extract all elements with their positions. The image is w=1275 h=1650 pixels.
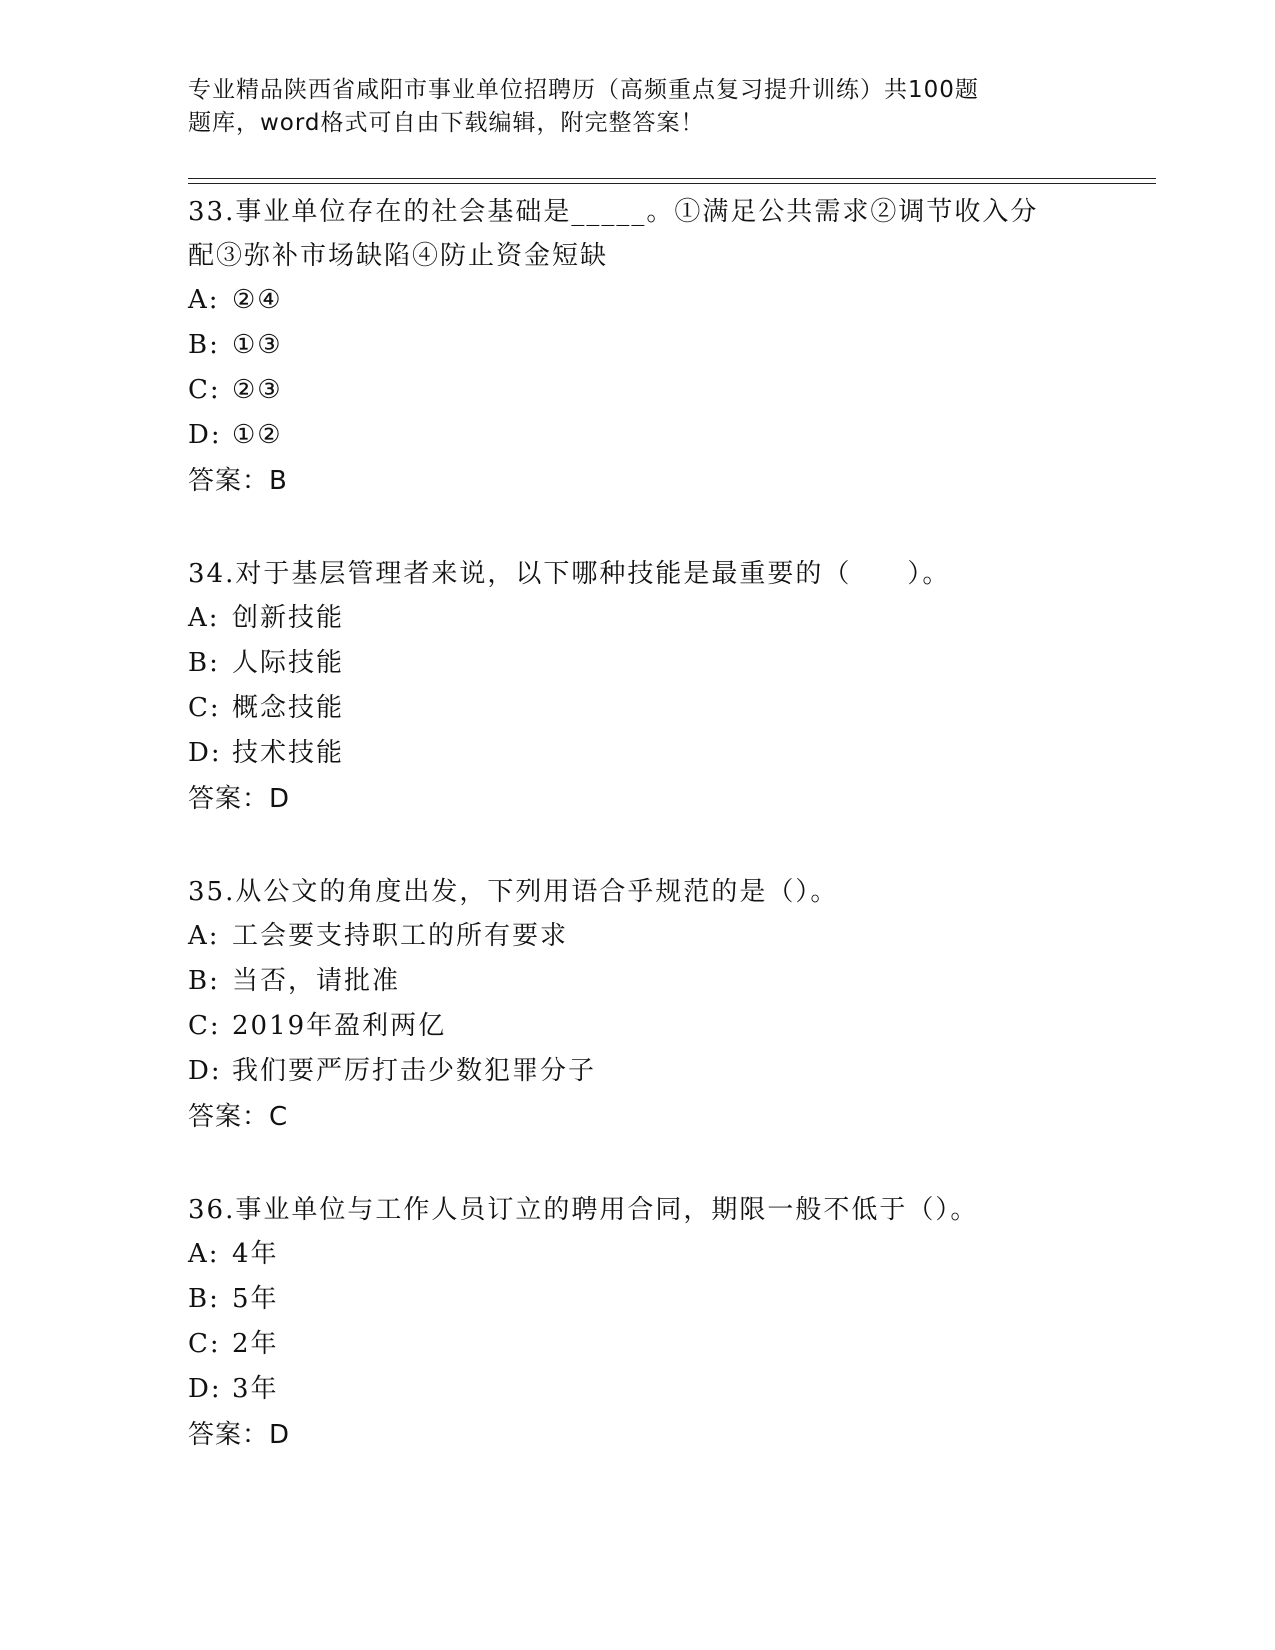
header-line-2: 题库，word格式可自由下载编辑，附完整答案！ bbox=[188, 110, 705, 136]
option-key: D: bbox=[188, 1056, 222, 1086]
option-d bbox=[188, 1049, 1088, 1094]
option-text: 2019年盈利两亿 bbox=[232, 1011, 447, 1041]
option-key: B: bbox=[188, 330, 220, 360]
question-stem bbox=[188, 870, 1088, 914]
option-key: B: bbox=[188, 648, 220, 678]
option-key: B: bbox=[188, 966, 220, 996]
question-35 bbox=[188, 870, 1088, 1140]
option-c bbox=[188, 686, 1088, 731]
option-text: ①② bbox=[232, 420, 283, 450]
stem-line: 33.事业单位存在的社会基础是_____。①满足公共需求②调节收入分 bbox=[188, 197, 1039, 227]
answer-line: 答案：D bbox=[188, 1420, 291, 1450]
option-text: ②④ bbox=[232, 285, 283, 315]
option-b bbox=[188, 323, 1088, 368]
option-b bbox=[188, 959, 1088, 1004]
option-a bbox=[188, 596, 1088, 641]
option-text: 5年 bbox=[232, 1284, 279, 1314]
option-key: C: bbox=[188, 1329, 221, 1359]
option-text: 工会要支持职工的所有要求 bbox=[232, 921, 569, 951]
option-c bbox=[188, 1322, 1088, 1367]
option-text: 技术技能 bbox=[232, 738, 345, 768]
header-rule-top bbox=[188, 178, 1156, 179]
document-header bbox=[188, 74, 1048, 140]
option-key: D: bbox=[188, 738, 222, 768]
question-33 bbox=[188, 190, 1088, 504]
option-key: A: bbox=[188, 603, 220, 633]
option-key: D: bbox=[188, 1374, 222, 1404]
answer-line: 答案：B bbox=[188, 466, 288, 496]
option-text: 我们要严厉打击少数犯罪分子 bbox=[232, 1056, 597, 1086]
stem-line: 34.对于基层管理者来说，以下哪种技能是最重要的（ ）。 bbox=[188, 559, 951, 589]
option-c bbox=[188, 368, 1088, 413]
question-34 bbox=[188, 552, 1088, 822]
option-key: C: bbox=[188, 1011, 221, 1041]
stem-line: 配③弥补市场缺陷④防止资金短缺 bbox=[188, 241, 609, 271]
option-text: 概念技能 bbox=[232, 693, 345, 723]
option-d bbox=[188, 731, 1088, 776]
option-text: 4年 bbox=[232, 1239, 279, 1269]
answer-line: 答案：D bbox=[188, 784, 291, 814]
stem-line: 36.事业单位与工作人员订立的聘用合同，期限一般不低于（）。 bbox=[188, 1195, 979, 1225]
option-a bbox=[188, 914, 1088, 959]
option-d bbox=[188, 413, 1088, 458]
option-text: 3年 bbox=[232, 1374, 279, 1404]
option-text: 当否，请批准 bbox=[232, 966, 401, 996]
option-key: D: bbox=[188, 420, 222, 450]
option-c bbox=[188, 1004, 1088, 1049]
option-text: ①③ bbox=[232, 330, 283, 360]
answer-line: 答案：C bbox=[188, 1102, 289, 1132]
option-b bbox=[188, 641, 1088, 686]
header-rule-bottom bbox=[188, 183, 1156, 184]
option-a bbox=[188, 1232, 1088, 1277]
option-key: B: bbox=[188, 1284, 220, 1314]
header-line-1: 专业精品陕西省咸阳市事业单位招聘历（高频重点复习提升训练）共100题 bbox=[188, 77, 979, 103]
option-key: A: bbox=[188, 1239, 220, 1269]
option-key: C: bbox=[188, 375, 221, 405]
stem-line: 35.从公文的角度出发，下列用语合乎规范的是（）。 bbox=[188, 877, 839, 907]
option-text: 2年 bbox=[232, 1329, 279, 1359]
question-36 bbox=[188, 1188, 1088, 1458]
question-list bbox=[188, 190, 1088, 1506]
option-text: ②③ bbox=[232, 375, 283, 405]
option-text: 人际技能 bbox=[232, 648, 345, 678]
option-d bbox=[188, 1367, 1088, 1412]
question-stem bbox=[188, 1188, 1088, 1232]
option-b bbox=[188, 1277, 1088, 1322]
question-stem bbox=[188, 190, 1088, 278]
option-a bbox=[188, 278, 1088, 323]
option-key: C: bbox=[188, 693, 221, 723]
option-key: A: bbox=[188, 921, 220, 951]
option-text: 创新技能 bbox=[232, 603, 345, 633]
option-key: A: bbox=[188, 285, 220, 315]
question-stem bbox=[188, 552, 1088, 596]
